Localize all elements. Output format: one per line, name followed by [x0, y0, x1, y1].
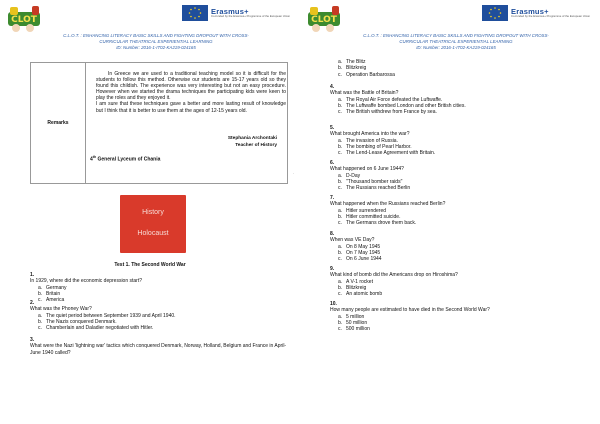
project-header-right: [336, 33, 576, 51]
test-title: Test 1. The Second World War: [114, 262, 186, 268]
question-number: 10.: [330, 301, 337, 307]
question-block: [330, 195, 592, 226]
erasmus-logo: [182, 4, 298, 22]
option-letter: a.: [338, 243, 343, 250]
option-letter: a.: [338, 59, 343, 65]
banner-line-2: Holocaust: [137, 230, 169, 237]
option-letter: c.: [338, 185, 342, 192]
answer-option: [338, 72, 592, 78]
option-text: Blitzkreig: [346, 284, 367, 291]
option-text: The Nazis conquered Denmark.: [46, 318, 117, 325]
eu-flag-icon: [482, 5, 508, 21]
clot-logo-right: [306, 4, 342, 34]
option-text: A V-1 rocket: [346, 278, 373, 285]
option-letter: a.: [338, 137, 343, 144]
option-text: The British withdrew from France by sea.: [346, 109, 437, 116]
option-text: D-Day: [346, 172, 361, 179]
question-block: [330, 125, 592, 156]
question-block: [330, 231, 592, 262]
option-text: The Luftwaffe bombed London and other British cities.: [346, 102, 466, 109]
option-text: The Blitz: [346, 59, 366, 65]
project-line-2: CURRICULAR THEATRICAL EXPERIENTIAL LEARNING: [99, 39, 213, 44]
signature-role: Teacher of History: [235, 143, 277, 148]
answer-option: [338, 185, 592, 191]
option-letter: c.: [338, 109, 342, 116]
question-text: What brought America into the war?: [330, 131, 410, 138]
erasmus-wordmark-right: Erasmus+: [511, 6, 549, 16]
option-letter: c.: [338, 291, 342, 298]
remarks-dot: .: [292, 170, 294, 175]
svg-text:CLOT: CLOT: [311, 15, 337, 25]
question-block: [330, 266, 592, 297]
erasmus-wordmark: Erasmus+: [211, 6, 249, 16]
question-number: 5.: [330, 125, 335, 131]
answer-option: [338, 109, 592, 115]
question-block: [30, 337, 292, 356]
banner-line-1: History: [142, 209, 164, 216]
question-text: What happened when the Russians reached Berlin?: [330, 201, 446, 208]
option-text: Chamberlain and Daladier negotiated with Hitler.: [46, 325, 154, 332]
option-text: Blitzkreig: [346, 65, 367, 72]
option-text: The quiet period between September 1939 and April 1940.: [46, 312, 176, 319]
question-text: What kind of bomb did the Americans drop on Hiroshima?: [330, 272, 458, 279]
option-letter: c.: [338, 150, 342, 157]
option-text: 500 million: [346, 326, 370, 333]
project-header: [36, 33, 276, 51]
page-right: [300, 0, 600, 424]
option-letter: b.: [338, 284, 343, 291]
option-letter: c.: [338, 71, 342, 78]
question-number: 6.: [330, 160, 335, 166]
option-text: America: [46, 297, 65, 304]
question-number: 8.: [330, 231, 335, 237]
option-letter: a.: [338, 313, 343, 320]
question-number: 2.: [30, 300, 35, 306]
option-text: On 8 May 1945: [346, 243, 381, 250]
option-letter: b.: [338, 249, 343, 256]
option-letter: b.: [38, 318, 43, 325]
option-letter: c.: [338, 256, 342, 263]
option-text: On 7 May 1945: [346, 249, 381, 256]
question-text: In 1929, where did the economic depression start?: [30, 278, 143, 285]
option-letter: b.: [338, 319, 343, 326]
eu-flag-icon: [182, 5, 208, 21]
option-letter: b.: [338, 65, 343, 72]
question-number: 7.: [330, 195, 335, 201]
option-text: On 6 June 1944: [346, 256, 382, 263]
option-text: The Royal Air Force defeated the Luftwaffe.: [346, 96, 443, 103]
question-text: When was VE Day?: [330, 237, 375, 244]
option-text: Hitler committed suicide.: [346, 213, 401, 220]
option-letter: b.: [338, 143, 343, 150]
project-line-1: C.L.O.T. : ENHANCING LITERACY BASIC SKILLS AND FIGHTING DROPOUT WITH CROSS-: [363, 33, 549, 38]
question-block: [330, 160, 592, 191]
svg-text:CLOT: CLOT: [11, 15, 37, 25]
remarks-table: [30, 62, 288, 184]
option-letter: b.: [338, 102, 343, 109]
remarks-paragraph-2: I am sure that these techniques gave a better and more lasting result of knowledge but I think that it is better to use them at the ages of 12-15 years old.: [96, 101, 286, 114]
option-text: Hitler surrendered: [346, 207, 387, 214]
option-text: An atomic bomb: [346, 291, 383, 298]
option-letter: a.: [38, 312, 43, 319]
option-letter: a.: [338, 207, 343, 214]
project-line-3: ID: Number: 2016-1-IT02-KA219-024165: [116, 45, 196, 50]
remarks-label: Remarks: [31, 63, 86, 183]
option-letter: b.: [338, 213, 343, 220]
option-text: "Thousand bomber raids": [346, 178, 403, 185]
option-letter: a.: [338, 172, 343, 179]
school-ordinal: 4: [90, 156, 93, 163]
option-text: Operation Barbarossa: [346, 71, 395, 78]
question-number: 3.: [30, 337, 35, 343]
remarks-paragraph-1: In Greece we are used to a traditional teaching model so it is difficult for the students to follow this method. Otherwise our students are 15-17 years old so they found this childish. The experience was very interesting but not an easy procedure. However when we started the drama techniques the participating kids were keen to play the roles and they enjoyed it.: [96, 71, 286, 102]
answer-option: [338, 326, 592, 332]
school-name: [90, 155, 160, 163]
project-line-3: ID: Number: 2016-1-IT02-KA219-024165: [416, 45, 496, 50]
history-holocaust-banner: [120, 195, 186, 253]
option-letter: a.: [338, 96, 343, 103]
option-letter: b.: [38, 290, 43, 297]
answer-option: [338, 291, 592, 297]
question-number: 9.: [330, 266, 335, 272]
answer-option: [338, 150, 592, 156]
option-letter: b.: [338, 178, 343, 185]
answer-option: [38, 325, 292, 331]
option-text: Germany: [46, 284, 67, 291]
question-text: How many people are estimated to have died in the Second World War?: [330, 307, 490, 314]
option-text: The Lend-Lease Agreement with Britain.: [346, 150, 436, 157]
question-block: [30, 272, 292, 303]
option-text: The Russians reached Berlin: [346, 185, 411, 192]
signature-name: Stephania Archontaki: [227, 136, 277, 141]
project-line-1: C.L.O.T. : ENHANCING LITERACY BASIC SKILLS AND FIGHTING DROPOUT WITH CROSS-: [63, 33, 249, 38]
option-letter: a.: [38, 284, 43, 291]
answer-option: [338, 220, 592, 226]
question-text: What was the Battle of Britain?: [330, 90, 399, 97]
option-text: Britain: [46, 290, 61, 297]
question-number: 1.: [30, 272, 35, 278]
question-block: [30, 300, 292, 331]
option-text: The Germans drove them back.: [346, 220, 417, 227]
option-text: The bombing of Pearl Harbor.: [346, 143, 412, 150]
clot-logo: [6, 4, 42, 34]
option-letter: c.: [38, 297, 42, 304]
project-line-2: CURRICULAR THEATRICAL EXPERIENTIAL LEARNING: [399, 39, 513, 44]
option-text: The invasion of Russia.: [346, 137, 398, 144]
question-text: What happened on 6 June 1944?: [330, 166, 404, 173]
option-letter: a.: [338, 278, 343, 285]
question-text: What was the Phoney War?: [30, 306, 92, 313]
option-letter: c.: [38, 325, 42, 332]
erasmus-logo-right: [482, 4, 598, 22]
option-letter: c.: [338, 220, 342, 227]
question-text: What were the Nazi 'lightning war' tactics which conquered Denmark, Norway, Holland, Belgium and France in April-June 1940 called?: [30, 343, 287, 356]
option-text: 50 million: [346, 319, 368, 326]
school-text: General Lyceum of Chania: [97, 156, 161, 163]
option-letter: c.: [338, 326, 342, 333]
question-block: [330, 84, 592, 115]
question-block: [330, 301, 592, 332]
option-text: 5 million: [346, 313, 365, 320]
erasmus-subtitle-right: Co-funded by the Erasmus+ Programme of the European Union: [511, 14, 591, 19]
school-suffix: th: [92, 155, 97, 159]
erasmus-subtitle: Co-funded by the Erasmus+ Programme of the European Union: [211, 14, 291, 19]
question-3-options: [330, 59, 592, 78]
question-number: 4.: [330, 84, 335, 90]
answer-option: [338, 256, 592, 262]
remarks-text: [96, 71, 286, 114]
